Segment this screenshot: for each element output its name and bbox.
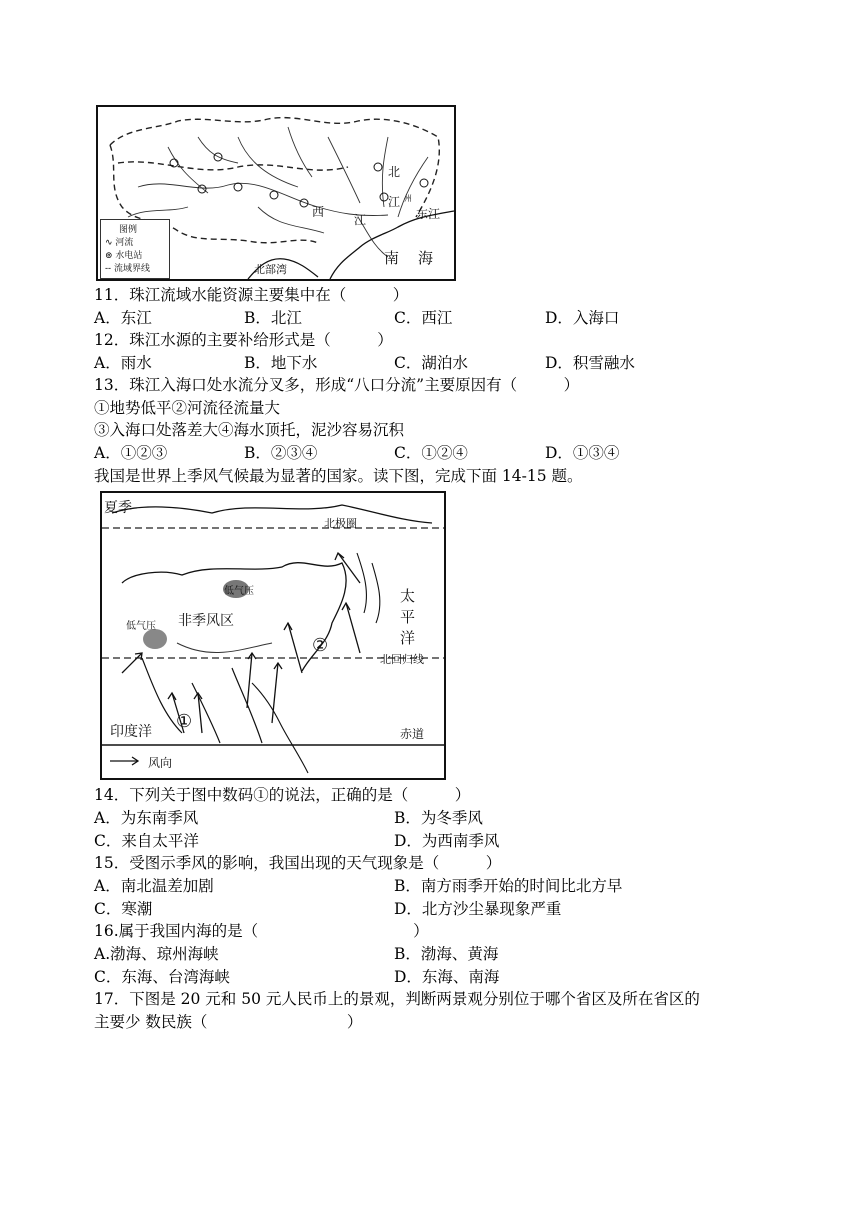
question-17: 17．下图是 20 元和 50 元人民币上的景观，判断两景观分别位于哪个省区及所在省区的 — [94, 990, 700, 1008]
legend-station-row — [105, 248, 165, 261]
station-symbol-icon: ⊚ — [105, 251, 116, 261]
q12-option-b: B．地下水 — [244, 354, 318, 372]
question-17-cont: 主要少 数民族（ ） — [94, 1013, 363, 1031]
q11-option-c: C．西江 — [394, 309, 453, 327]
legend-river-row — [105, 235, 165, 248]
question-16: 16.属于我国内海的是（ ） — [94, 922, 429, 940]
legend-boundary-label: 流域界线 — [113, 264, 150, 274]
label-indian-ocean: 印度洋 — [110, 724, 152, 740]
q12-option-d: D．积雪融水 — [545, 354, 635, 372]
label-season: 夏季 — [104, 500, 132, 516]
label-mark-2: ② — [312, 635, 329, 656]
label-nan: 南 — [384, 249, 400, 267]
q13-option-a: A．①②③ — [94, 444, 168, 462]
question-12: 12．珠江水源的主要补给形式是（ ） — [94, 331, 393, 349]
q13-option-d: D．①③④ — [545, 444, 620, 462]
map-legend — [100, 219, 170, 279]
pearl-river-map — [96, 105, 456, 281]
q15-option-a: A．南北温差加剧 — [94, 877, 214, 895]
label-xi: 西 — [312, 205, 325, 219]
legend-river-label: 河流 — [115, 238, 134, 248]
label-dong: 东江 — [416, 207, 441, 221]
q13-statement-1: ①地势低平②河流径流量大 — [94, 399, 281, 417]
boundary-symbol-icon: -- — [105, 264, 114, 274]
q15-option-b: B．南方雨季开始的时间比北方早 — [394, 877, 623, 895]
label-non-monsoon: 非季风区 — [178, 613, 234, 629]
monsoon-map-drawing — [102, 493, 444, 778]
label-wind-direction: 风向 — [148, 756, 173, 770]
label-bei: 北 — [388, 165, 401, 179]
q16-option-d: D．东海、南海 — [394, 968, 500, 986]
label-hai: 海 — [418, 249, 434, 267]
q15-option-d: D．北方沙尘暴现象严重 — [394, 900, 562, 918]
q11-option-a: A．东江 — [94, 309, 152, 327]
label-low-pressure-1: 低气压 — [224, 586, 254, 597]
question-14: 14．下列关于图中数码①的说法，正确的是（ ） — [94, 786, 471, 804]
q14-option-b: B．为冬季风 — [394, 809, 483, 827]
label-low-pressure-2: 低气压 — [126, 621, 156, 632]
label-bei-jiang: 江 — [388, 195, 401, 209]
q15-option-c: C．寒潮 — [94, 900, 153, 918]
label-arctic-circle: 北极圈 — [324, 517, 357, 530]
label-beibu: 北部湾 — [254, 263, 287, 276]
label-pacific-2: 平 — [400, 608, 416, 626]
question-15: 15．受图示季风的影响，我国出现的天气现象是（ ） — [94, 854, 502, 872]
monsoon-map — [100, 491, 446, 780]
legend-boundary-row — [105, 261, 165, 274]
q14-option-d: D．为西南季风 — [394, 832, 500, 850]
q13-option-c: C．①②④ — [394, 444, 468, 462]
legend-station-label: 水电站 — [115, 251, 143, 261]
q12-option-a: A．雨水 — [94, 354, 152, 372]
q13-option-b: B．②③④ — [244, 444, 318, 462]
q14-option-c: C．来自太平洋 — [94, 832, 199, 850]
label-mark-1: ① — [176, 711, 193, 732]
q13-statement-2: ③入海口处落差大④海水顶托，泥沙容易沉积 — [94, 421, 405, 439]
river-symbol-icon: ∿ — [105, 238, 116, 248]
label-zhou: 州 — [404, 194, 412, 203]
legend-title: 图例 — [119, 225, 138, 235]
label-equator: 赤道 — [400, 727, 425, 741]
label-jiang: 江 — [354, 213, 367, 227]
question-13: 13．珠江入海口处水流分叉多，形成“八口分流”主要原因有（ ） — [94, 376, 580, 394]
label-pacific-1: 太 — [400, 587, 416, 605]
q16-option-b: B．渤海、黄海 — [394, 945, 499, 963]
label-pacific-3: 洋 — [400, 629, 416, 647]
question-11: 11．珠江流域水能资源主要集中在（ ） — [94, 286, 409, 304]
q14-option-a: A．为东南季风 — [94, 809, 199, 827]
q11-option-d: D．入海口 — [545, 309, 620, 327]
label-tropic: 北回归线 — [380, 653, 424, 666]
q11-option-b: B．北江 — [244, 309, 302, 327]
monsoon-intro: 我国是世界上季风气候最为显著的国家。读下图，完成下面 14-15 题。 — [94, 467, 583, 485]
q16-option-c: C．东海、台湾海峡 — [94, 968, 230, 986]
q16-option-a: A.渤海、琼州海峡 — [94, 945, 219, 963]
q12-option-c: C．湖泊水 — [394, 354, 468, 372]
